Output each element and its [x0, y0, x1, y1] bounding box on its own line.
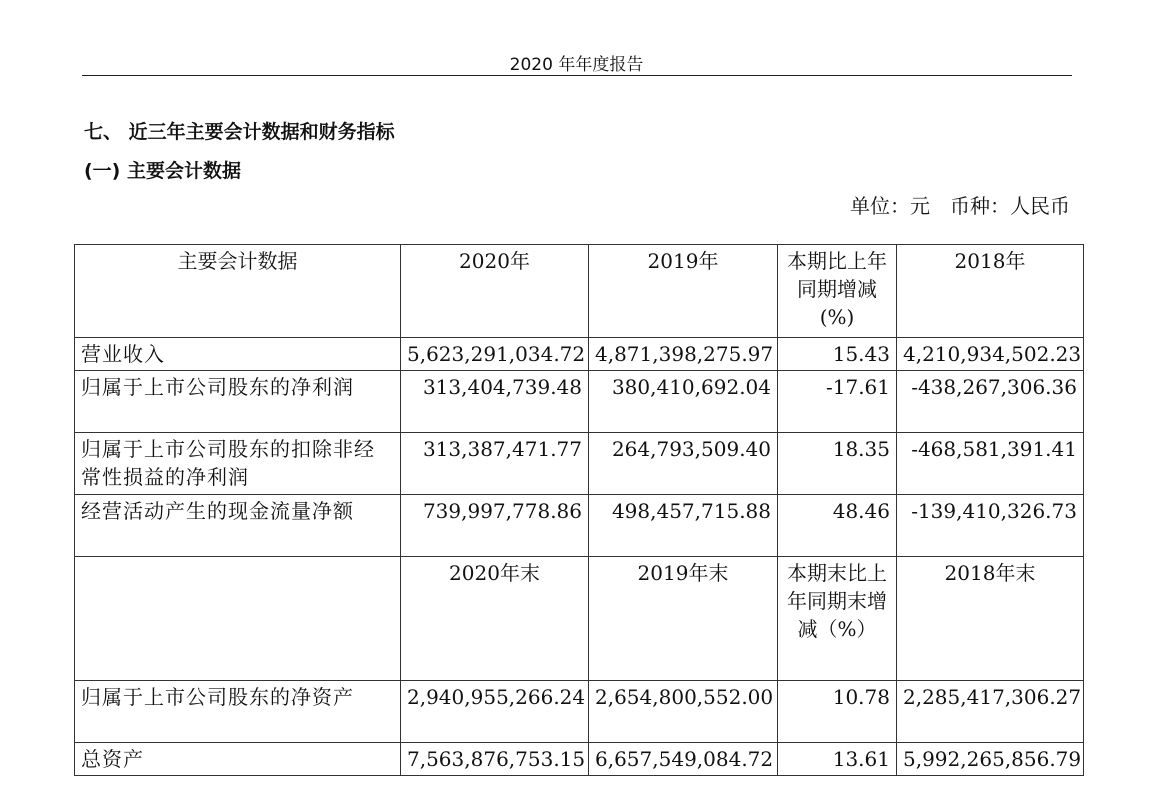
table-header-row: [75, 245, 1084, 338]
cell-value: -468,581,391.41: [897, 433, 1084, 495]
column-header: 本期比上年同期增减(%): [778, 245, 897, 338]
column-header: 主要会计数据: [75, 245, 401, 338]
column-header: 2018年末: [897, 557, 1084, 681]
cell-value: -438,267,306.36: [897, 371, 1084, 433]
column-header: 本期末比上年同期末增减（%）: [778, 557, 897, 681]
cell-value: 6,657,549,084.72: [589, 743, 778, 776]
section-subtitle: (一) 主要会计数据: [84, 160, 241, 182]
cell-value: 7,563,876,753.15: [401, 743, 589, 776]
section-title: 七、 近三年主要会计数据和财务指标: [84, 121, 395, 143]
cell-value: 4,210,934,502.23: [897, 338, 1084, 371]
cell-value: 2,940,955,266.24: [401, 681, 589, 743]
table-row: [75, 433, 1084, 495]
cell-value: 15.43: [778, 338, 897, 371]
column-header: 2019年末: [589, 557, 778, 681]
header-divider: [82, 75, 1072, 76]
cell-value: 313,404,739.48: [401, 371, 589, 433]
row-label: 归属于上市公司股东的净资产: [75, 681, 401, 743]
accounting-data-table: [74, 244, 1084, 776]
column-header: [75, 557, 401, 681]
page-header-title: 2020 年年度报告: [509, 55, 644, 75]
cell-value: 264,793,509.40: [589, 433, 778, 495]
cell-value: 739,997,778.86: [401, 495, 589, 557]
row-label: 经营活动产生的现金流量净额: [75, 495, 401, 557]
row-label: 总资产: [75, 743, 401, 776]
unit-currency-line: [850, 190, 1070, 219]
table-row: [75, 495, 1084, 557]
cell-value: -139,410,326.73: [897, 495, 1084, 557]
row-label: 归属于上市公司股东的净利润: [75, 371, 401, 433]
table-row: [75, 743, 1084, 776]
cell-value: 498,457,715.88: [589, 495, 778, 557]
column-header: 2020年: [401, 245, 589, 338]
cell-value: 4,871,398,275.97: [589, 338, 778, 371]
cell-value: 10.78: [778, 681, 897, 743]
currency-label: 币种：人民币: [950, 194, 1070, 218]
column-header: 2018年: [897, 245, 1084, 338]
row-label: 归属于上市公司股东的扣除非经常性损益的净利润: [75, 433, 401, 495]
cell-value: 5,992,265,856.79: [897, 743, 1084, 776]
column-header: 2019年: [589, 245, 778, 338]
cell-value: -17.61: [778, 371, 897, 433]
column-header: 2020年末: [401, 557, 589, 681]
row-label: 营业收入: [75, 338, 401, 371]
cell-value: 48.46: [778, 495, 897, 557]
cell-value: 380,410,692.04: [589, 371, 778, 433]
table-row: [75, 338, 1084, 371]
cell-value: 13.61: [778, 743, 897, 776]
unit-label: 单位：元: [850, 194, 930, 218]
table-header-row: [75, 557, 1084, 681]
cell-value: 313,387,471.77: [401, 433, 589, 495]
cell-value: 18.35: [778, 433, 897, 495]
cell-value: 5,623,291,034.72: [401, 338, 589, 371]
cell-value: 2,654,800,552.00: [589, 681, 778, 743]
cell-value: 2,285,417,306.27: [897, 681, 1084, 743]
table-row: [75, 371, 1084, 433]
table-row: [75, 681, 1084, 743]
